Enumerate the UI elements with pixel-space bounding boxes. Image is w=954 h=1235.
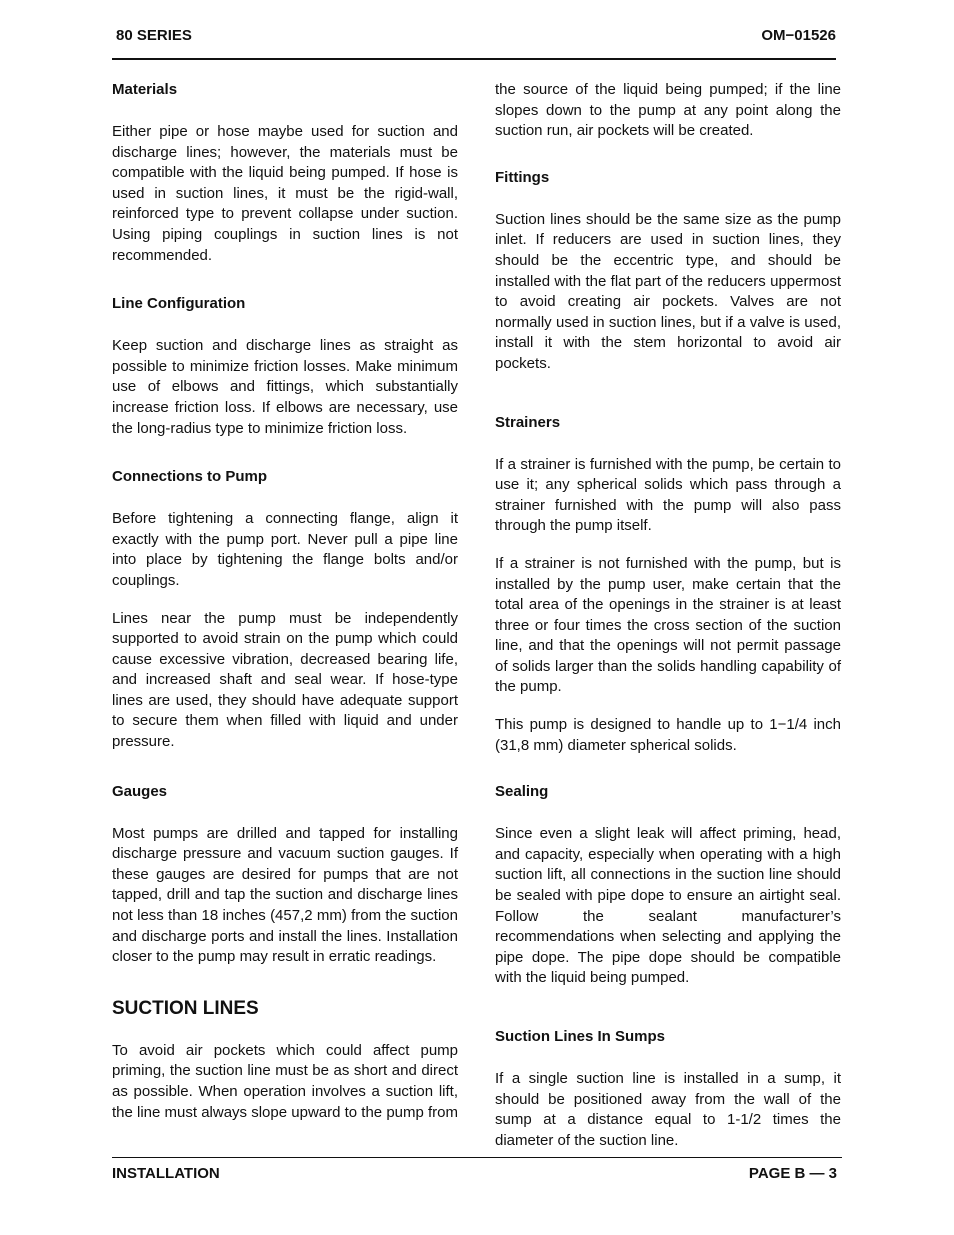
right-column xyxy=(495,80,841,1151)
continued-text: the source of the liquid being pumped; if the line slopes down to the pump at any point along the suction run, air pockets will be created. xyxy=(495,81,841,140)
fittings-heading: Fittings xyxy=(495,168,550,186)
series-label: 80 SERIES xyxy=(116,27,192,44)
section-label: INSTALLATION xyxy=(112,1165,220,1182)
sealing-heading: Sealing xyxy=(495,783,549,801)
line-config-heading: Line Configuration xyxy=(112,295,246,313)
page-number: PAGE B — 3 xyxy=(748,1165,837,1182)
suction-lines-text: To avoid air pockets which could affect pump priming, the suction line must be as short and direct as possible. When operation involves a suction lift, the line must always slope upward to the pump from xyxy=(112,1041,459,1121)
strainers-text-3: This pump is designed to handle up to 1−1/4 inch (31,8 mm) diameter spherical solids. xyxy=(495,716,841,754)
sealing-text: Since even a slight leak will affect priming, head, and capacity, especially when operating with a high suction lift, all connections in the suction line should be sealed with pipe dope to ensure an airtight seal. Follow the sealant manufacturer’s recommendations when selecting and applying the pipe dope. The pipe dope should be compatible with the liquid being pumped. xyxy=(495,825,841,987)
footer-rule xyxy=(112,1157,842,1158)
strainers-heading: Strainers xyxy=(495,413,561,431)
sumps-heading: Suction Lines In Sumps xyxy=(495,1028,666,1045)
strainers-text-1: If a strainer is furnished with the pump, be certain to use it; any spherical solids which pass through a strainer furnished with the pump will also pass through the pump itself. xyxy=(495,455,841,535)
gauges-text: Most pumps are drilled and tapped for installing discharge pressure and vacuum suction gauges. If these gauges are desired for pumps that are not tapped, drill and tap the suction and discharge lines not less than 18 inches (457,2 mm) from the suction and discharge ports and install the lines. Installation closer to the pump may result in erratic readings. xyxy=(112,824,458,966)
suction-lines-heading: SUCTION LINES xyxy=(112,997,259,1019)
connections-heading: Connections to Pump xyxy=(112,468,267,486)
strainers-text-2: If a strainer is not furnished with the pump, but is installed by the pump user, make certain that the total area of the openings in the strainer is at least three or four times the cross section of the suction line, and that the openings will not permit passage of solids larger than the solids handling capability of the pump. xyxy=(495,554,841,696)
header-rule xyxy=(112,58,836,60)
materials-text: Either pipe or hose maybe used for suction and discharge lines; however, the materials must be compatible with the liquid being pumped. If hose is used in suction lines, it must be the rigid-wall, reinforced type to prevent collapse under suction. Using piping couplings in suction lines is not recommended. xyxy=(112,123,458,264)
fittings-text: Suction lines should be the same size as the pump inlet. If reducers are used in suction lines, they should be the eccentric type, and should be installed with the flat part of the reducers uppermost to avoid creating air pockets. Valves are not normally used in suction lines, but if a valve is used, install it with the stem horizontal to avoid air pockets. xyxy=(495,210,841,372)
left-column xyxy=(112,80,458,1123)
sumps-text: If a single suction line is installed in a sump, it should be positioned away from the wall of the sump at a distance equal to 1-1/2 times the diameter of the suction line. xyxy=(495,1070,841,1149)
document-number: OM−01526 xyxy=(761,27,836,44)
gauges-heading: Gauges xyxy=(112,782,168,800)
page-footer xyxy=(112,1165,842,1187)
connections-text-1: Before tightening a connecting flange, align it exactly with the pump port. Never pull a pipe line into place by tightening the flange bolts and/or couplings. xyxy=(112,510,458,589)
line-config-text: Keep suction and discharge lines as straight as possible to minimize friction losses. Make minimum use of elbows and fittings, which substantially increase friction loss. If elbows are necessary, use the long-radius type to minimize friction loss. xyxy=(112,337,458,437)
materials-heading: Materials xyxy=(112,81,178,98)
connections-text-2: Lines near the pump must be independently supported to avoid strain on the pump which could cause excessive vibration, decreased bearing life, and increased shaft and seal wear. If hose-type lines are used, they should have adequate support to secure them when filled with liquid and under pressure. xyxy=(112,609,458,751)
page-header xyxy=(112,26,836,48)
